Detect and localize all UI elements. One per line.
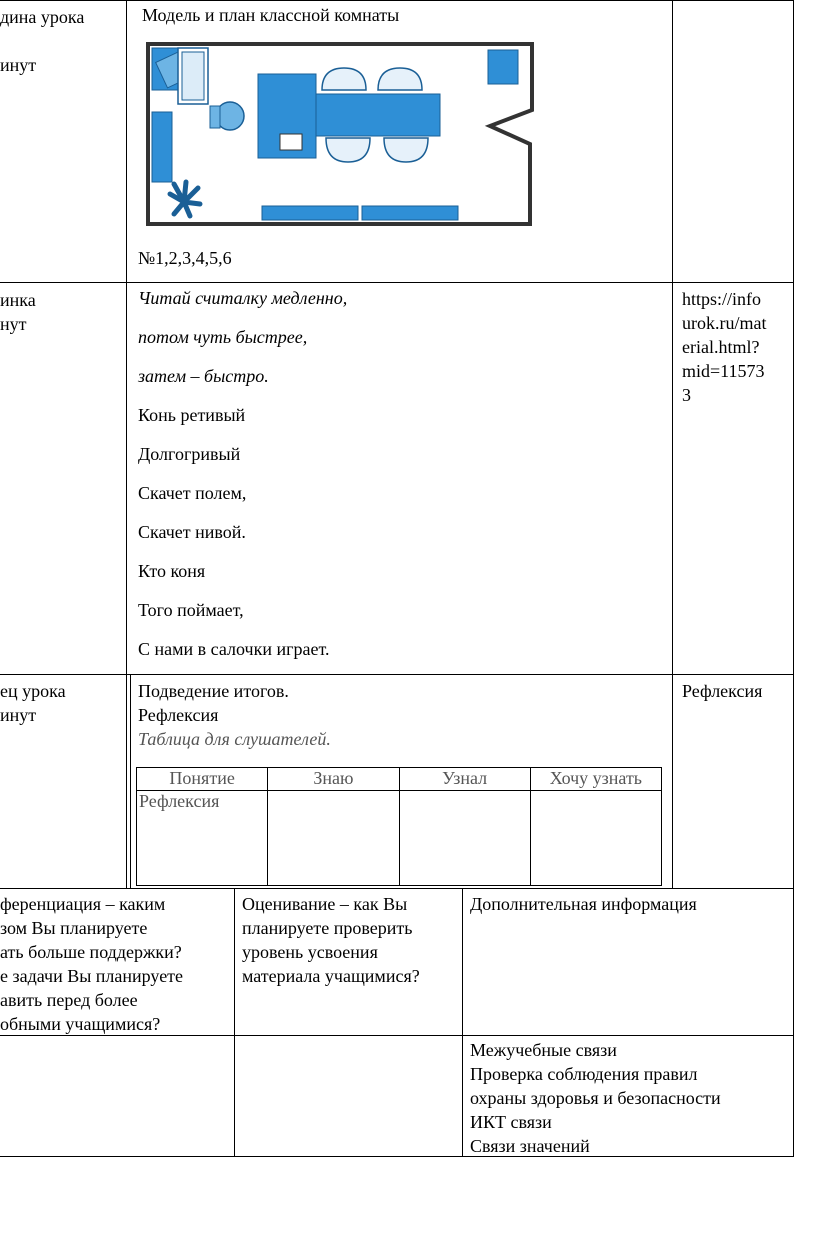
plan-title: Модель и план классной комнаты (142, 5, 400, 25)
computer-icon (280, 134, 302, 150)
table-caption: Таблица для слушателей. (138, 729, 331, 749)
resource-link-line[interactable]: urok.ru/mat (682, 313, 767, 333)
grid-line (234, 888, 235, 1156)
table-cell (399, 791, 530, 886)
table-cell (530, 791, 661, 886)
assessment-line: уровень усвоения (242, 942, 378, 962)
left-cell-line: инут (0, 705, 37, 725)
reflection-text: Рефлексия (138, 705, 219, 725)
left-cell-line: инка (0, 290, 36, 310)
resource-link-line[interactable]: https://info (682, 289, 762, 309)
listener-table (136, 767, 662, 886)
poem-line: Долгогривый (138, 444, 241, 464)
differentiation-line: зом Вы планируете (0, 918, 148, 938)
resource-link-line[interactable]: mid=11573 (682, 361, 765, 381)
table-header-cell: Понятие (137, 768, 268, 791)
grid-line (0, 888, 794, 889)
summary-text: Подведение итогов. (138, 681, 289, 701)
task-numbers: №1,2,3,4,5,6 (138, 248, 232, 268)
connection-line: Межучебные связи (470, 1040, 617, 1060)
table-row (137, 791, 662, 886)
side-cabinet (152, 112, 172, 182)
left-cell-line: нут (0, 314, 27, 334)
grid-line (793, 0, 794, 1156)
connection-line: Связи значений (470, 1136, 590, 1156)
connection-line: Проверка соблюдения правил (470, 1064, 698, 1084)
differentiation-line: е задачи Вы планируете (0, 966, 184, 986)
grid-line (0, 282, 794, 283)
left-cell-line: ец урока (0, 681, 66, 701)
grid-line (0, 1156, 794, 1157)
assessment-line: материала учащимися? (242, 966, 420, 986)
teacher-cabinet-inner (182, 52, 204, 100)
differentiation-line: ать больше поддержки? (0, 942, 182, 962)
poem-line: Конь ретивый (138, 405, 246, 425)
grid-line (672, 0, 673, 888)
differentiation-line: авить перед более (0, 990, 138, 1010)
grid-line (0, 1035, 794, 1036)
connection-line: ИКТ связи (470, 1112, 552, 1132)
table-header-cell: Узнал (399, 768, 530, 791)
grid-line (0, 674, 794, 675)
grid-line (0, 0, 794, 1)
poem-line: Того поймает, (138, 600, 244, 620)
poem-line: Скачет нивой. (138, 522, 246, 542)
table-header-cell: Хочу узнать (530, 768, 661, 791)
left-cell-line: дина урока (0, 7, 85, 27)
table-cell: Рефлексия (137, 791, 268, 886)
right-reflection-label: Рефлексия (682, 681, 763, 701)
assessment-line: Оценивание – как Вы (242, 894, 408, 914)
grid-line (126, 0, 127, 888)
table-header-cell: Знаю (268, 768, 399, 791)
chair-back-icon (210, 106, 220, 128)
table-header-row (137, 768, 662, 791)
poem-line: Скачет полем, (138, 483, 247, 503)
instruction-line: затем – быстро. (138, 366, 269, 386)
differentiation-line: обными учащимися? (0, 1014, 161, 1034)
classroom-plan (144, 40, 536, 228)
differentiation-line: ференциация – каким (0, 894, 166, 914)
left-cell-line: инут (0, 55, 37, 75)
grid-line (130, 674, 131, 888)
instruction-line: потом чуть быстрее, (138, 327, 308, 347)
assessment-line: планируете проверить (242, 918, 413, 938)
grid-line (462, 888, 463, 1156)
additional-info-heading: Дополнительная информация (470, 894, 697, 914)
resource-link-line[interactable]: erial.html? (682, 337, 760, 357)
bottom-shelf (362, 206, 458, 220)
instruction-line: Читай считалку медленно, (138, 288, 348, 308)
poem-line: С нами в салочки играет. (138, 639, 330, 659)
poem-line: Кто коня (138, 561, 206, 581)
resource-link-line[interactable]: 3 (682, 385, 691, 405)
bottom-shelf (262, 206, 358, 220)
corner-cabinet (488, 50, 518, 84)
table-cell (268, 791, 399, 886)
connection-line: охраны здоровья и безопасности (470, 1088, 721, 1108)
student-table (316, 94, 440, 136)
